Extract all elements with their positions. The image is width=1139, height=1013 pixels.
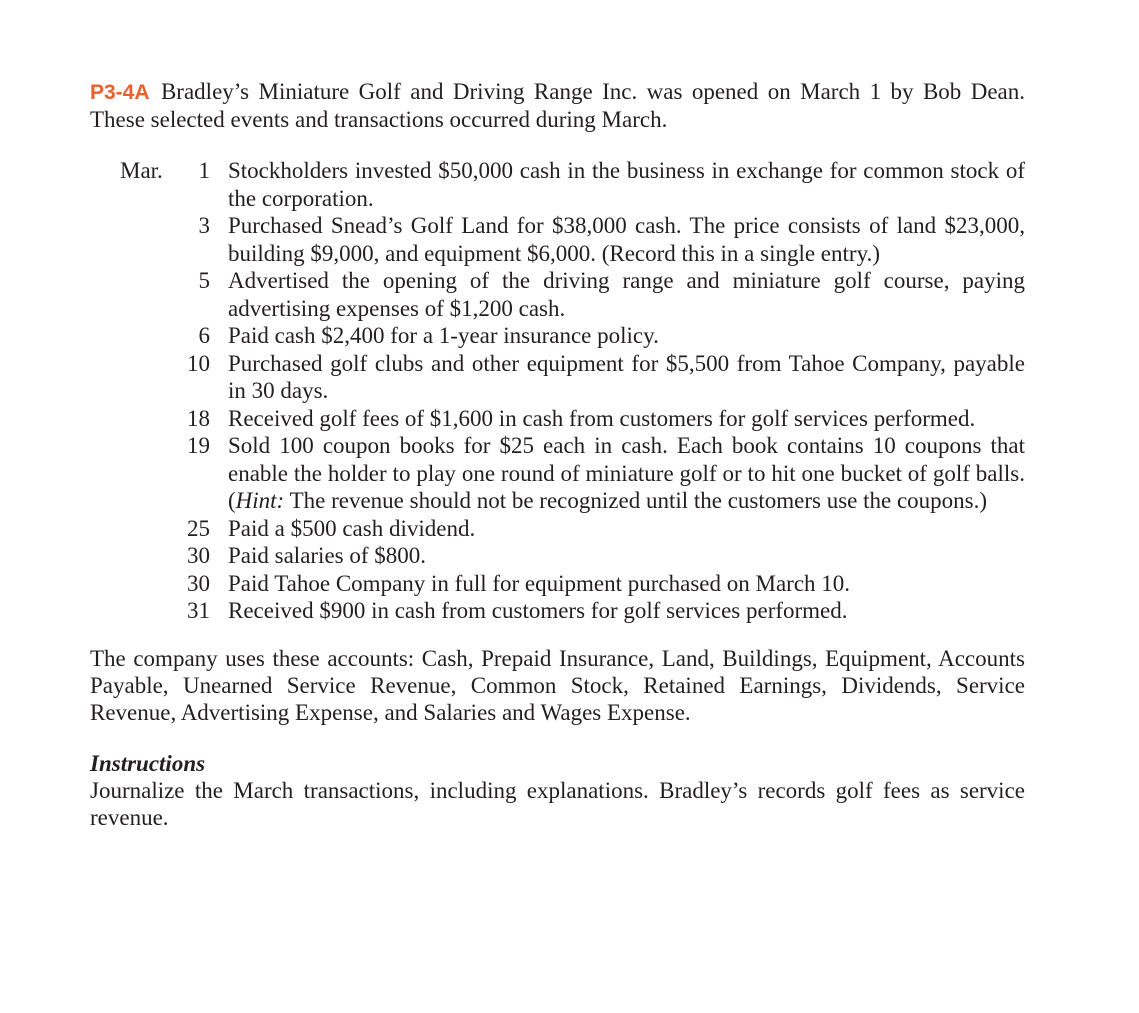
transaction-text: Paid cash $2,400 for a 1-year insurance policy. [228, 323, 659, 348]
transaction-month: Mar. [120, 158, 163, 183]
transaction-row [90, 432, 1025, 515]
transaction-row [90, 570, 1025, 598]
transaction-text: Paid salaries of $800. [228, 543, 427, 568]
transaction-text: Paid Tahoe Company in full for equipment purchased on March 10. [228, 570, 851, 596]
hint-text: The revenue should not be recognized until the customers use the coupons.) [289, 488, 988, 513]
transaction-row [90, 267, 1025, 322]
transaction-text: Paid a $500 cash dividend. [228, 515, 476, 541]
problem-intro-text: Bradley’s Miniature Golf and Driving Range Inc. was opened on March 1 by Bob Dean. These selected events and transactions occurred during March. [90, 79, 1026, 132]
hint-label: Hint: [235, 488, 285, 513]
transaction-row [90, 597, 1025, 625]
transaction-text: Received golf fees of $1,600 in cash from customers for golf services performed. [228, 405, 976, 431]
transaction-text: Purchased golf clubs and other equipment for $5,500 from Tahoe Company, payable in 30 days. [228, 350, 1025, 403]
instructions-heading: Instructions [90, 750, 206, 776]
transaction-list [90, 157, 1025, 625]
problem-intro [90, 78, 1025, 133]
transaction-text: Stockholders invested $50,000 cash in the business in exchange for common stock of the corporation. [228, 158, 1025, 211]
problem-id: P3-4A [90, 81, 150, 104]
transaction-text: Received $900 in cash from customers for golf services performed. [228, 598, 848, 623]
accounts-paragraph: The company uses these accounts: Cash, Prepaid Insurance, Land, Buildings, Equipment, Accounts Payable, Unearned Service Revenue, Common Stock, Retained Earnings, Dividends, Service Revenue, Advertising Expense, and Salaries and Wages Expense. [90, 645, 1025, 725]
transaction-row [90, 542, 1025, 570]
transaction-day: 30 [187, 570, 210, 596]
transaction-row [90, 405, 1025, 433]
transaction-text: Purchased Snead’s Golf Land for $38,000 cash. The price consists of land $23,000, building $9,000, and equipment $6,000. (Record this in a single entry.) [228, 213, 1025, 266]
transaction-day: 1 [198, 158, 210, 183]
transaction-row [90, 515, 1025, 543]
transaction-day: 31 [187, 598, 210, 623]
transaction-day: 25 [187, 515, 210, 541]
transaction-day: 18 [187, 405, 210, 431]
transaction-day: 30 [187, 543, 210, 568]
transaction-row [90, 322, 1025, 350]
transaction-row [90, 212, 1025, 267]
transaction-text-with-hint [228, 432, 1025, 515]
transaction-text: Sold 100 coupon books for $25 each in cash. Each book contains 10 coupons that enable the holder to play one round of miniature golf or to hit one bucket of golf balls. [228, 433, 1025, 486]
transaction-day: 19 [187, 433, 210, 458]
problem-page [90, 78, 1025, 831]
transaction-row [90, 157, 1025, 212]
hint-open-paren: ( [228, 488, 236, 513]
transaction-day: 5 [198, 268, 210, 293]
transaction-row [90, 350, 1025, 405]
transaction-day: 3 [198, 213, 210, 238]
transaction-day: 6 [198, 323, 210, 348]
transaction-text: Advertised the opening of the driving range and miniature golf course, paying advertising expenses of $1,200 cash. [228, 268, 1025, 321]
transaction-day: 10 [187, 350, 210, 376]
instructions-text: Journalize the March transactions, including explanations. Bradley’s records golf fees as service revenue. [90, 777, 1025, 830]
